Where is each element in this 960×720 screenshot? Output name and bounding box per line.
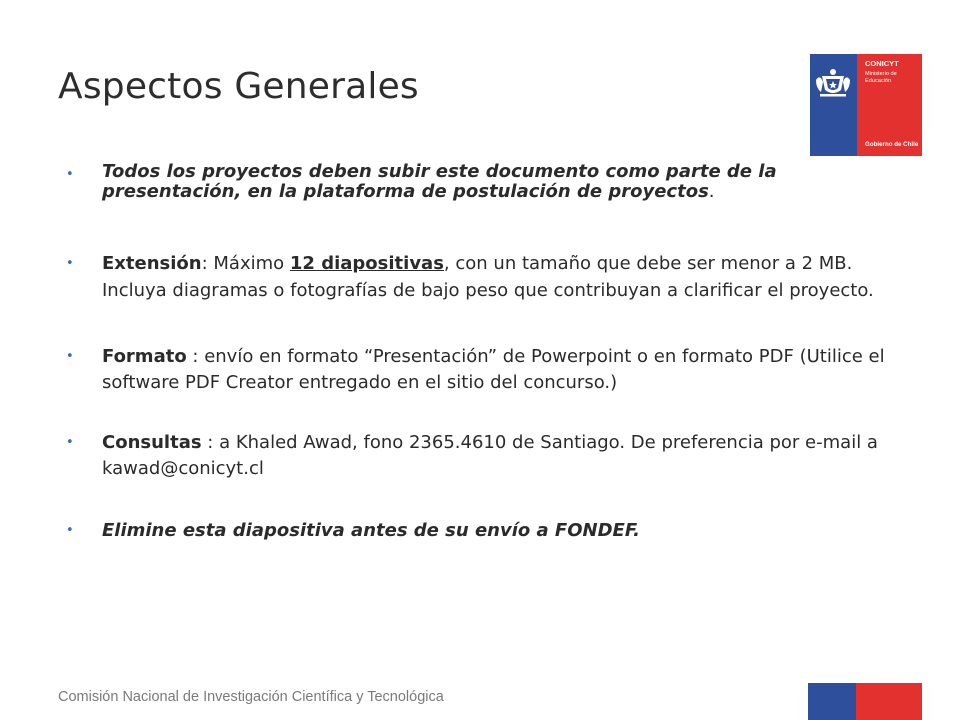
footer-institution: Comisión Nacional de Investigación Científica y Tecnológica xyxy=(58,689,444,705)
logo-ministry-line2: Educación xyxy=(865,78,892,84)
bullet-dot-icon: • xyxy=(66,523,74,538)
logo-name: CONICYT xyxy=(865,59,899,68)
bullet-label: Formato xyxy=(102,346,187,367)
bullet-separator: : Máximo xyxy=(201,253,290,274)
footer-flag-red xyxy=(856,683,922,720)
bullet-item-format xyxy=(66,344,896,396)
bullet-item-extension xyxy=(66,250,896,304)
bullet-text: : a Khaled Awad, fono 2365.4610 de Santiago. De preferencia por e-mail a kawad@conicyt.cl xyxy=(102,432,878,479)
bullet-item-consultas xyxy=(66,430,896,482)
footer-flag-blue xyxy=(808,683,856,720)
bullet-text: : envío en formato “Presentación” de Powerpoint o en formato PDF (Utilice el software PDF Creator entregado en el sitio del concurso.) xyxy=(102,346,885,393)
bullet-dot-icon: • xyxy=(66,167,74,182)
conicyt-logo xyxy=(810,54,922,156)
logo-ministry-line1: Ministerio de xyxy=(865,71,897,77)
slide-title: Aspectos Generales xyxy=(58,66,419,107)
logo-government: Gobierno de Chile xyxy=(865,141,919,148)
bullet-dot-icon: • xyxy=(66,435,74,450)
bullet-text: Todos los proyectos deben subir este documento como parte de la presentación, en la plataforma de postulación de proyectos. xyxy=(102,161,777,202)
footer-flag-bar xyxy=(808,683,922,720)
bullet-label: Consultas xyxy=(102,432,202,453)
bullet-text: Elimine esta diapositiva antes de su envío a FONDEF. xyxy=(102,520,640,541)
bullet-label: Extensión xyxy=(102,253,202,274)
bullet-list xyxy=(66,162,896,544)
bullet-dot-icon: • xyxy=(66,349,74,364)
bullet-item-projects xyxy=(66,162,896,202)
bullet-text: , con un tamaño que debe ser menor a 2 MB. Incluya diagramas o fotografías de bajo peso que contribuyan a clarificar el proyecto. xyxy=(102,253,874,301)
bullet-dot-icon: • xyxy=(66,256,74,271)
bullet-item-eliminate xyxy=(66,518,896,544)
bullet-highlight: 12 diapositivas xyxy=(289,253,444,274)
